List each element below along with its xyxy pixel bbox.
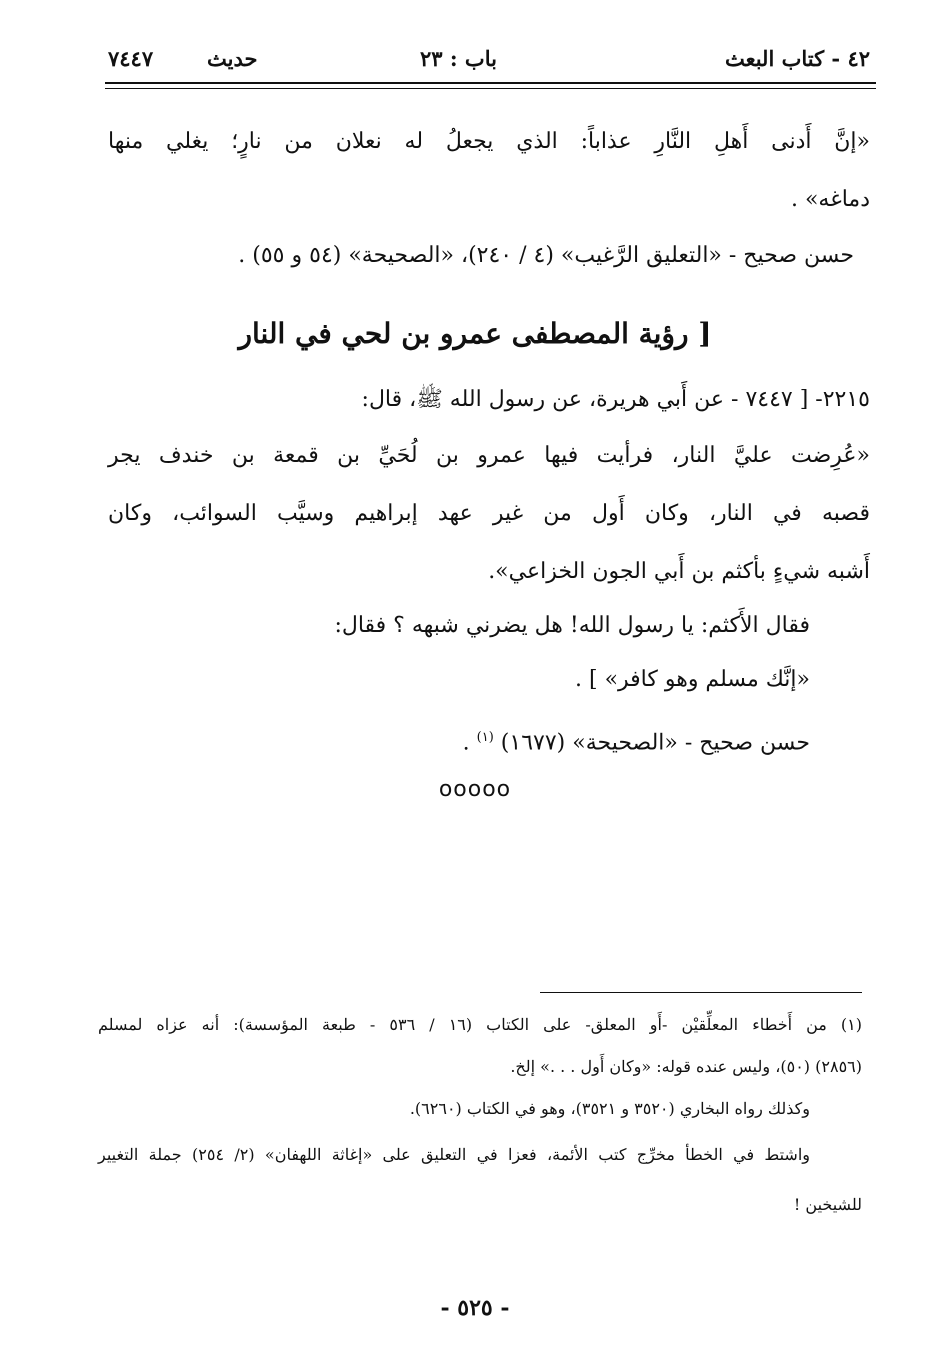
- page-number: - ٥٢٥ -: [440, 1295, 510, 1321]
- header-hadith-label: حديث: [207, 46, 258, 71]
- grading: [463, 718, 810, 763]
- section-heading: [ رؤية المصطفى عمرو بن لحي في النار: [238, 317, 712, 350]
- grading-prev: حسن صحيح - «التعليق الرَّغيب» (٤ / ٢٤٠)، «الصحيحة» (٥٤ و ٥٥) .: [238, 243, 854, 268]
- section-separator: ooooo: [438, 777, 512, 802]
- hadith-line-3: أَشبه شيءٍ بأكثم بن أَبي الجون الخزاعي».: [488, 559, 870, 584]
- hadith-line-1: «عُرِضت عليَّ النار، فرأيت فيها عمرو بن لُحَيِّ بن قمعة بن خندف يجر: [108, 443, 870, 468]
- footnote-line-2: (٢٨٥٦) (٥٠)، وليس عنده قوله: «وكان أَول . . .» إلخ.: [510, 1057, 862, 1076]
- footnote-line-4: واشتط في الخطأ مخرِّج كتب الأئمة، فعزا في التعليق على «إغاثة اللهفان» (٢/ ٢٥٤) جملة التغيير: [98, 1145, 811, 1164]
- footnote-ref: (١): [476, 730, 494, 745]
- hadith-prev-line-2: دماغه» .: [790, 187, 870, 212]
- aktham-question: فقال الأَكثم: يا رسول الله! هل يضرني شبهه ؟ فقال:: [334, 613, 810, 638]
- narration-intro: ٢٢١٥- [ ٧٤٤٧ - عن أَبي هريرة، عن رسول الله ﷺ، قال:: [361, 387, 870, 412]
- prophet-answer: «إنَّك مسلم وهو كافر» ] .: [575, 667, 810, 692]
- hadith-line-2: قصبه في النار، وكان أَول من غير عهد إبراهيم وسيَّب السوائب، وكان: [108, 501, 870, 526]
- header-rule-thin: [105, 88, 876, 89]
- footnote-line-5: للشيخين !: [793, 1195, 862, 1214]
- hadith-prev-line-1: «إنَّ أَدنى أَهلِ النَّارِ عذاباً: الذي يجعلُ له نعلان من نارٍ؛ يغلي منها: [108, 129, 870, 154]
- header-chapter: باب : ٢٣: [420, 46, 497, 71]
- header-rule-thick: [105, 82, 876, 84]
- header-hadith-number: ٧٤٤٧: [108, 46, 154, 71]
- header-book-title: ٤٢ - كتاب البعث: [724, 46, 870, 71]
- footnote-rule: [540, 992, 862, 993]
- grading-end: .: [462, 730, 470, 756]
- footnote-line-1: (١) من أَخطاء المعلِّقيْن -أَو المعلق- على الكتاب (١٦ / ٥٣٦ - طبعة المؤسسة): أنه عزاه لمسلم: [98, 1015, 863, 1034]
- footnote-line-3: وكذلك رواه البخاري (٣٥٢٠ و ٣٥٢١)، وهو في الكتاب (٦٢٦٠).: [409, 1099, 810, 1118]
- grading-text: حسن صحيح - «الصحيحة» (١٦٧٧): [500, 730, 810, 756]
